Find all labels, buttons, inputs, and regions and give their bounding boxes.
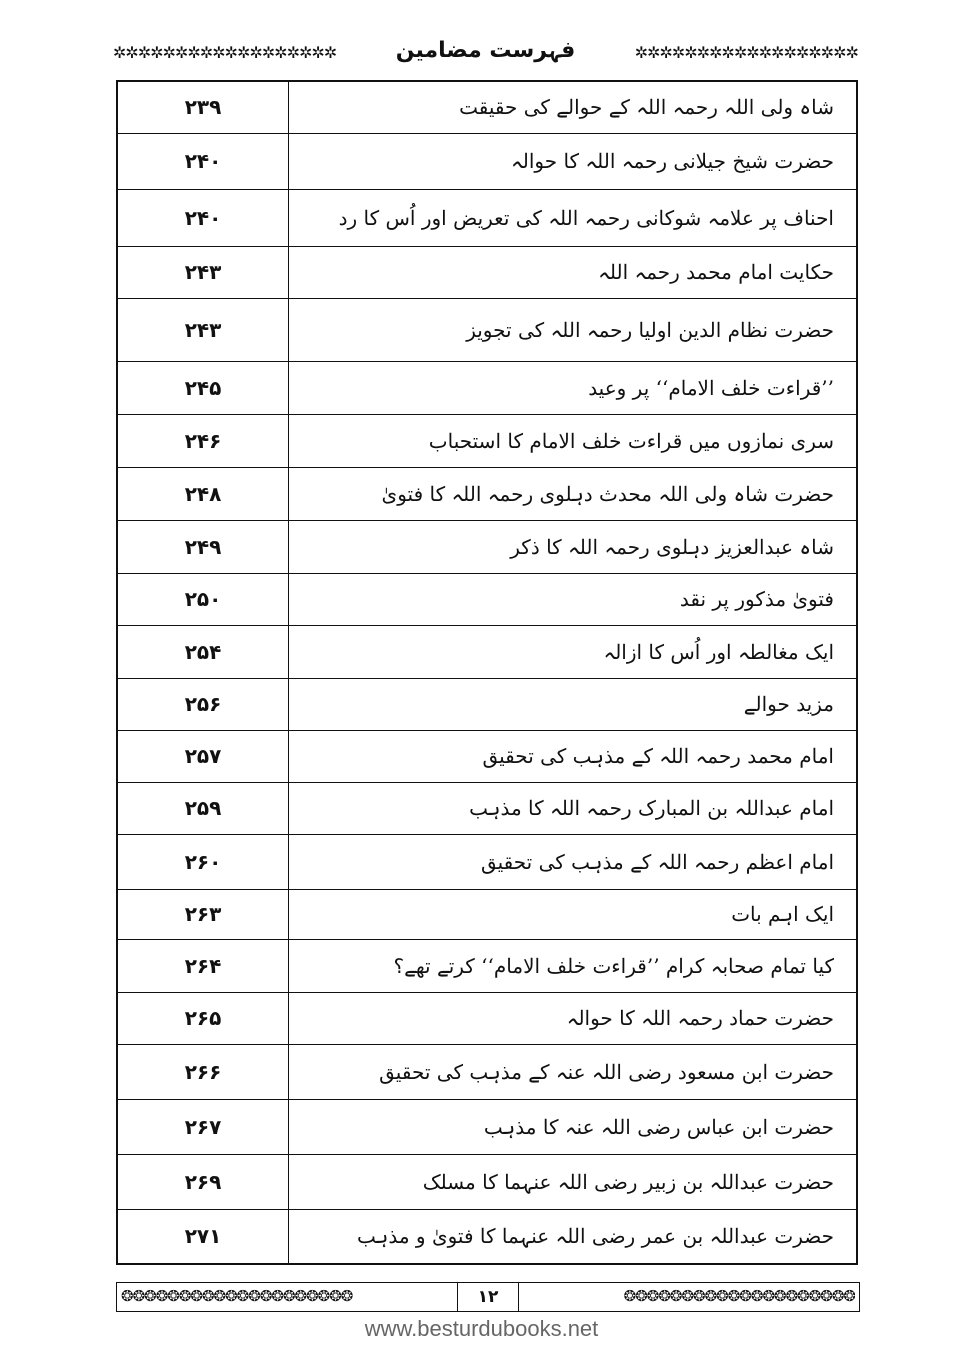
topic-cell: حضرت شاہ ولی اللہ محدث دہلوی رحمہ اللہ کا فتویٰ bbox=[289, 467, 858, 520]
page-number-cell: ۲۶۰ bbox=[117, 834, 289, 889]
topic-cell: حضرت ابن مسعود رضی اللہ عنہ کے مذہب کی تحقیق bbox=[289, 1044, 858, 1099]
footer-ornament-right: ❂❂❂❂❂❂❂❂❂❂❂❂❂❂❂❂❂❂❂❂ bbox=[623, 1287, 855, 1305]
table-row bbox=[117, 467, 857, 520]
topic-cell: حکایت امام محمد رحمہ اللہ bbox=[289, 246, 858, 298]
page-number: ۱۲ bbox=[457, 1283, 519, 1311]
table-of-contents bbox=[116, 80, 858, 1265]
table-row bbox=[117, 625, 857, 678]
topic-cell: ایک اہم بات bbox=[289, 889, 858, 939]
table-row bbox=[117, 361, 857, 414]
topic-cell: کیا تمام صحابہ کرام ’’قراءت خلف الامام‘‘ کرتے تھے؟ bbox=[289, 939, 858, 992]
table-row bbox=[117, 133, 857, 189]
topic-cell: شاہ ولی اللہ رحمہ اللہ کے حوالے کی حقیقت bbox=[289, 81, 858, 133]
header-ornament-left: ✲✲✲✲✲✲✲✲✲✲✲✲✲✲✲✲✲✲ bbox=[113, 44, 337, 62]
topic-cell: سری نمازوں میں قراءت خلف الامام کا استحباب bbox=[289, 414, 858, 467]
table-row bbox=[117, 730, 857, 782]
website-watermark: www.besturdubooks.net bbox=[364, 1316, 599, 1341]
page-number-cell: ۲۴۹ bbox=[117, 520, 289, 573]
topic-cell: امام محمد رحمہ اللہ کے مذہب کی تحقیق bbox=[289, 730, 858, 782]
topic-cell: حضرت عبداللہ بن عمر رضی اللہ عنہما کا فتویٰ و مذہب bbox=[289, 1209, 858, 1264]
page-number-cell: ۲۶۴ bbox=[117, 939, 289, 992]
table-row bbox=[117, 246, 857, 298]
page-footer bbox=[116, 1282, 860, 1312]
table-row bbox=[117, 1154, 857, 1209]
page-number-cell: ۲۴۵ bbox=[117, 361, 289, 414]
table-row bbox=[117, 573, 857, 625]
page-number-cell: ۲۵۰ bbox=[117, 573, 289, 625]
table-row bbox=[117, 81, 857, 133]
page-number-cell: ۲۵۷ bbox=[117, 730, 289, 782]
table-row bbox=[117, 1044, 857, 1099]
topic-cell: حضرت حماد رحمہ اللہ کا حوالہ bbox=[289, 992, 858, 1044]
page-number-cell: ۲۴۰ bbox=[117, 189, 289, 246]
table-row bbox=[117, 298, 857, 361]
header-ornament-right: ✲✲✲✲✲✲✲✲✲✲✲✲✲✲✲✲✲✲ bbox=[634, 44, 858, 62]
page-number-cell: ۲۴۳ bbox=[117, 298, 289, 361]
topic-cell: حضرت عبداللہ بن زبیر رضی اللہ عنہما کا مسلک bbox=[289, 1154, 858, 1209]
page-number-cell: ۲۶۶ bbox=[117, 1044, 289, 1099]
topic-cell: ایک مغالطہ اور اُس کا ازالہ bbox=[289, 625, 858, 678]
topic-cell: حضرت ابن عباس رضی اللہ عنہ کا مذہب bbox=[289, 1099, 858, 1154]
topic-cell: ’’قراءت خلف الامام‘‘ پر وعید bbox=[289, 361, 858, 414]
page-number-cell: ۲۴۰ bbox=[117, 133, 289, 189]
topic-cell: احناف پر علامہ شوکانی رحمہ اللہ کی تعریض اور اُس کا رد bbox=[289, 189, 858, 246]
page-number-cell: ۲۶۵ bbox=[117, 992, 289, 1044]
table-row bbox=[117, 1099, 857, 1154]
table-row bbox=[117, 1209, 857, 1264]
table-row bbox=[117, 889, 857, 939]
page-number-cell: ۲۶۹ bbox=[117, 1154, 289, 1209]
table-row bbox=[117, 782, 857, 834]
topic-cell: امام اعظم رحمہ اللہ کے مذہب کی تحقیق bbox=[289, 834, 858, 889]
table-row bbox=[117, 992, 857, 1044]
page-number-cell: ۲۴۶ bbox=[117, 414, 289, 467]
page-number-cell: ۲۶۷ bbox=[117, 1099, 289, 1154]
footer-ornament-left: ❂❂❂❂❂❂❂❂❂❂❂❂❂❂❂❂❂❂❂❂ bbox=[121, 1287, 353, 1305]
table-row bbox=[117, 678, 857, 730]
table-row bbox=[117, 939, 857, 992]
table-row bbox=[117, 189, 857, 246]
page-title: فہرست مضامین bbox=[395, 38, 576, 63]
topic-cell: شاہ عبدالعزیز دہلوی رحمہ اللہ کا ذکر bbox=[289, 520, 858, 573]
table-row bbox=[117, 414, 857, 467]
topic-cell: حضرت شیخ جیلانی رحمہ اللہ کا حوالہ bbox=[289, 133, 858, 189]
page-number-cell: ۲۵۶ bbox=[117, 678, 289, 730]
topic-cell: امام عبداللہ بن المبارک رحمہ اللہ کا مذہب bbox=[289, 782, 858, 834]
page-number-cell: ۲۶۳ bbox=[117, 889, 289, 939]
page-number-cell: ۲۵۹ bbox=[117, 782, 289, 834]
page-number-cell: ۲۴۸ bbox=[117, 467, 289, 520]
page-header bbox=[113, 36, 858, 68]
table-row bbox=[117, 834, 857, 889]
topic-cell: فتویٰ مذکور پر نقد bbox=[289, 573, 858, 625]
page-number-cell: ۲۷۱ bbox=[117, 1209, 289, 1264]
table-row bbox=[117, 520, 857, 573]
page-number-cell: ۲۳۹ bbox=[117, 81, 289, 133]
topic-cell: مزید حوالے bbox=[289, 678, 858, 730]
topic-cell: حضرت نظام الدین اولیا رحمہ اللہ کی تجویز bbox=[289, 298, 858, 361]
page-number-cell: ۲۵۴ bbox=[117, 625, 289, 678]
page-number-cell: ۲۴۳ bbox=[117, 246, 289, 298]
